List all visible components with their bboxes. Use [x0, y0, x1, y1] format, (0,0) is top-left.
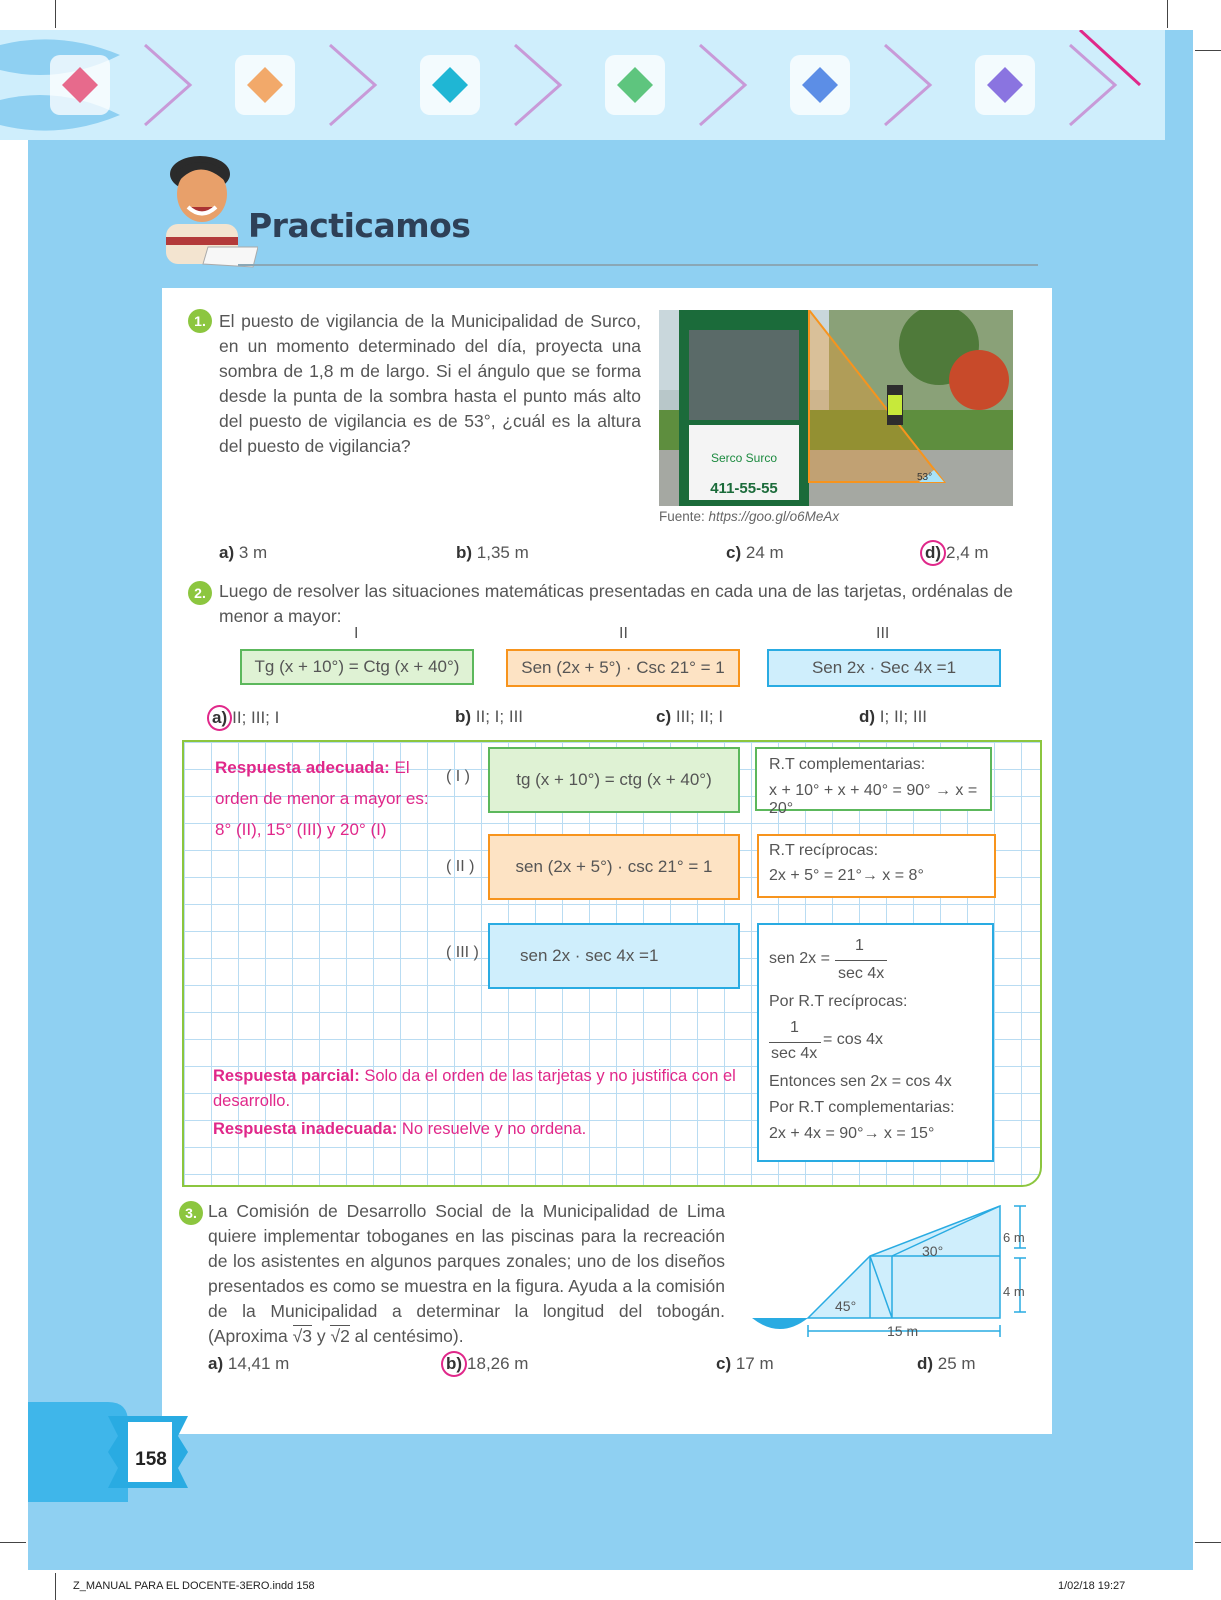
option-a: a) 14,41 m	[208, 1354, 290, 1373]
card-iii: Sen 2x · Sec 4x =1	[767, 649, 1001, 687]
page-title: Practicamos	[248, 206, 471, 245]
photo-phone-text: 411-55-55	[710, 480, 778, 497]
problem-number: 2.	[188, 581, 212, 605]
option-b-correct: b) 18,26 m	[441, 1351, 528, 1377]
slide-figure	[752, 1200, 1042, 1350]
partial-answer: Respuesta parcial: Solo da el orden de las tarjetas y no justifica con el desarrollo.	[213, 1067, 736, 1110]
source-url: https://goo.gl/o6MeAx	[708, 509, 840, 524]
angle-30-label: 30°	[922, 1243, 944, 1259]
student-character-illustration	[158, 152, 258, 272]
crop-mark	[1167, 0, 1168, 28]
title-divider	[238, 264, 1038, 266]
photo-angle-label: 53°	[917, 472, 933, 483]
surveillance-post-photo	[659, 310, 1013, 506]
note-reciprocal: R.T recíprocas: 2x + 5° = 21°→ x = 8°	[757, 834, 996, 898]
solution-card-iii: sen 2x · sec 4x =1	[488, 923, 740, 989]
option-d-correct: d) 2,4 m	[920, 540, 989, 566]
problem-text: La Comisión de Desarrollo Social de la Municipalidad de Lima quiere implementar toboganes en las piscinas para la recreación de los asistentes en algunos parques zonales; uno de los diseños presentados es como se muestra en la figura. Ayuda a la comisión de la Municipalidad a determinar la longitud del tobogán. (Aproxima √3 y √2 al centésimo).	[208, 1201, 725, 1346]
height-6m-label: 6 m	[1003, 1230, 1025, 1245]
option-c: c) 17 m	[716, 1354, 774, 1373]
adequate-answer: Respuesta adecuada: El orden de menor a mayor es: 8° (II), 15° (III) y 20° (I)	[215, 758, 429, 839]
row-roman: ( I )	[446, 768, 470, 785]
option-c: c) 24 m	[726, 543, 784, 562]
note-complementary: R.T complementarias: x + 10° + x + 40° = 90° → x = 20°	[755, 747, 992, 811]
problem-number: 3.	[179, 1201, 203, 1225]
crop-mark	[1195, 1542, 1221, 1543]
problem-text: El puesto de vigilancia de la Municipalidad de Surco, en un momento determinado del día, proyecta una sombra de 1,8 m de largo. Si el ángulo que se forma desde la punta de la sombra hasta el punto más alto del puesto de vigilancia es de 53°, ¿cuál es la altura del puesto de vigilancia?	[219, 311, 641, 456]
angle-45-label: 45°	[835, 1298, 857, 1314]
crop-mark	[0, 1542, 26, 1543]
option-b: b) II; I; III	[455, 707, 524, 726]
row-roman: ( III )	[446, 944, 479, 961]
print-date: 1/02/18 19:27	[1058, 1580, 1126, 1592]
file-name: Z_MANUAL PARA EL DOCENTE-3ERO.indd 158	[73, 1580, 315, 1592]
slug-line	[55, 1573, 56, 1600]
page-number: 158	[135, 1449, 167, 1470]
option-d: d) I; II; III	[859, 707, 928, 726]
print-slug	[28, 1573, 1193, 1600]
solution-card-i: tg (x + 10°) = ctg (x + 40°)	[488, 747, 740, 813]
source-label: Fuente:	[659, 509, 709, 524]
option-b: b) 1,35 m	[456, 543, 529, 562]
card-roman: III	[876, 625, 890, 642]
crop-mark	[55, 0, 56, 28]
problem-number: 1.	[188, 309, 212, 333]
base-15m-label: 15 m	[887, 1323, 919, 1339]
option-d: d) 25 m	[917, 1354, 976, 1373]
solution-card-ii: sen (2x + 5°) · csc 21° = 1	[488, 834, 740, 900]
option-a-correct: a) II; III; I	[207, 705, 279, 731]
card-ii: Sen (2x + 5°) · Csc 21° = 1	[506, 649, 740, 687]
card-i: Tg (x + 10°) = Ctg (x + 40°)	[240, 649, 474, 685]
option-c: c) III; II; I	[656, 707, 724, 726]
option-a: a) 3 m	[219, 543, 268, 562]
problem-text: Luego de resolver las situaciones matemáticas presentadas en cada una de las tarjetas, ordénalas de menor a mayor:	[219, 581, 1013, 626]
photo-brand-text: Serco Surco	[710, 451, 778, 465]
note-derivation: sen 2x = 1 sec 4x Por R.T recíprocas: 1 = cos 4x sec 4x Entonces sen 2x = cos 4x Por R.T complementarias: 2x + 4x = 90°→ x = 15°	[757, 923, 994, 1162]
crop-mark	[1195, 50, 1221, 51]
inadequate-answer: Respuesta inadecuada: No resuelve y no ordena.	[213, 1120, 587, 1138]
card-roman: II	[619, 625, 628, 642]
height-4m-label: 4 m	[1003, 1284, 1025, 1299]
photo-source	[659, 509, 839, 524]
row-roman: ( II )	[446, 858, 475, 875]
card-roman: I	[354, 625, 359, 642]
decorative-banner	[0, 30, 1165, 140]
